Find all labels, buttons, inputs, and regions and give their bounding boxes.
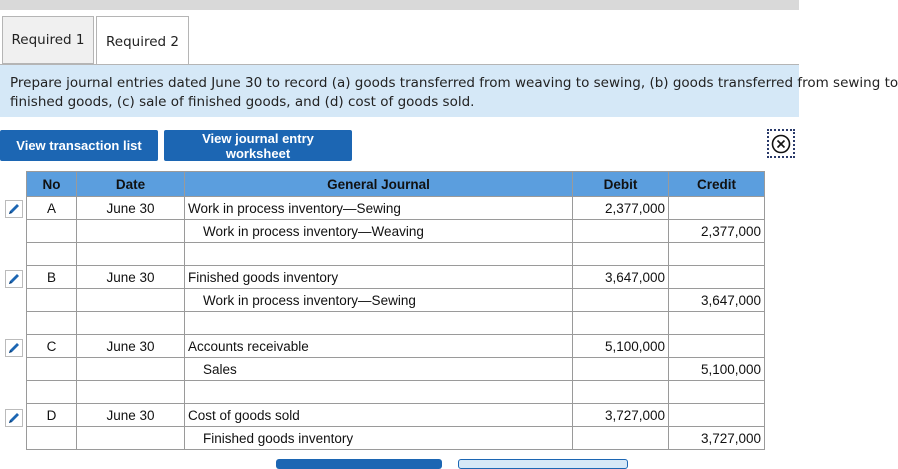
account-cell[interactable]: Finished goods inventory (185, 266, 573, 289)
credit-cell[interactable]: 2,377,000 (669, 220, 765, 243)
debit-cell[interactable] (573, 427, 669, 450)
date-cell[interactable] (77, 427, 185, 450)
journal-row (27, 381, 765, 404)
date-cell[interactable]: June 30 (77, 335, 185, 358)
debit-cell[interactable] (573, 381, 669, 404)
entry-no-cell[interactable] (27, 289, 77, 312)
tab-bar (0, 16, 799, 65)
pencil-icon[interactable] (5, 270, 23, 288)
journal-row (27, 312, 765, 335)
credit-cell[interactable] (669, 335, 765, 358)
credit-cell[interactable] (669, 404, 765, 427)
debit-cell[interactable] (573, 358, 669, 381)
close-button[interactable] (767, 129, 795, 158)
entry-no-cell[interactable]: C (27, 335, 77, 358)
debit-cell[interactable] (573, 243, 669, 266)
debit-cell[interactable] (573, 220, 669, 243)
instructions-line-1: Prepare journal entries dated June 30 to record (a) goods transferred from weaving to sewing, (b) goods transferred from sewing to (10, 75, 898, 91)
journal-row (27, 427, 765, 450)
header-general-journal: General Journal (185, 172, 573, 197)
debit-cell[interactable]: 2,377,000 (573, 197, 669, 220)
journal-row (27, 220, 765, 243)
debit-cell[interactable] (573, 289, 669, 312)
journal-row (27, 404, 765, 427)
credit-cell[interactable] (669, 312, 765, 335)
journal-row (27, 243, 765, 266)
entry-no-cell[interactable] (27, 381, 77, 404)
account-cell[interactable]: Work in process inventory—Sewing (185, 289, 573, 312)
next-nav-button[interactable] (458, 459, 628, 469)
entry-no-cell[interactable] (27, 243, 77, 266)
account-cell[interactable]: Finished goods inventory (185, 427, 573, 450)
credit-cell[interactable] (669, 243, 765, 266)
credit-cell[interactable]: 3,727,000 (669, 427, 765, 450)
journal-row (27, 266, 765, 289)
credit-cell[interactable]: 5,100,000 (669, 358, 765, 381)
date-cell[interactable] (77, 289, 185, 312)
debit-cell[interactable]: 3,727,000 (573, 404, 669, 427)
credit-cell[interactable] (669, 266, 765, 289)
view-transaction-list-button[interactable]: View transaction list (0, 130, 158, 161)
instructions-line-2: finished goods, (c) sale of finished goods, and (d) cost of goods sold. (10, 94, 475, 110)
credit-cell[interactable] (669, 197, 765, 220)
journal-row (27, 289, 765, 312)
date-cell[interactable]: June 30 (77, 197, 185, 220)
journal-row (27, 335, 765, 358)
top-bar (0, 0, 799, 10)
date-cell[interactable]: June 30 (77, 404, 185, 427)
entry-no-cell[interactable] (27, 220, 77, 243)
date-cell[interactable] (77, 312, 185, 335)
account-cell[interactable]: Cost of goods sold (185, 404, 573, 427)
header-no: No (27, 172, 77, 197)
view-journal-entry-worksheet-button[interactable]: View journal entry worksheet (164, 130, 352, 161)
tab-required-2[interactable]: Required 2 (96, 16, 189, 66)
journal-table (26, 171, 765, 450)
date-cell[interactable] (77, 358, 185, 381)
instructions-panel (0, 65, 898, 117)
date-cell[interactable] (77, 381, 185, 404)
date-cell[interactable] (77, 220, 185, 243)
journal-row (27, 358, 765, 381)
entry-no-cell[interactable]: D (27, 404, 77, 427)
entry-no-cell[interactable] (27, 312, 77, 335)
date-cell[interactable]: June 30 (77, 266, 185, 289)
header-debit: Debit (573, 172, 669, 197)
credit-cell[interactable] (669, 381, 765, 404)
entry-no-cell[interactable]: A (27, 197, 77, 220)
entry-no-cell[interactable] (27, 358, 77, 381)
debit-cell[interactable] (573, 312, 669, 335)
account-cell[interactable] (185, 381, 573, 404)
credit-cell[interactable]: 3,647,000 (669, 289, 765, 312)
pencil-icon[interactable] (5, 339, 23, 357)
debit-cell[interactable]: 5,100,000 (573, 335, 669, 358)
journal-row (27, 197, 765, 220)
account-cell[interactable] (185, 243, 573, 266)
close-circle-icon (771, 134, 791, 154)
debit-cell[interactable]: 3,647,000 (573, 266, 669, 289)
account-cell[interactable] (185, 312, 573, 335)
header-credit: Credit (669, 172, 765, 197)
pencil-icon[interactable] (5, 200, 23, 218)
entry-no-cell[interactable] (27, 427, 77, 450)
account-cell[interactable]: Work in process inventory—Weaving (185, 220, 573, 243)
account-cell[interactable]: Work in process inventory—Sewing (185, 197, 573, 220)
journal-header-row (27, 172, 765, 197)
account-cell[interactable]: Accounts receivable (185, 335, 573, 358)
tab-required-1[interactable]: Required 1 (2, 16, 94, 64)
pencil-icon[interactable] (5, 409, 23, 427)
header-date: Date (77, 172, 185, 197)
account-cell[interactable]: Sales (185, 358, 573, 381)
date-cell[interactable] (77, 243, 185, 266)
entry-no-cell[interactable]: B (27, 266, 77, 289)
prev-nav-button[interactable] (276, 459, 442, 469)
